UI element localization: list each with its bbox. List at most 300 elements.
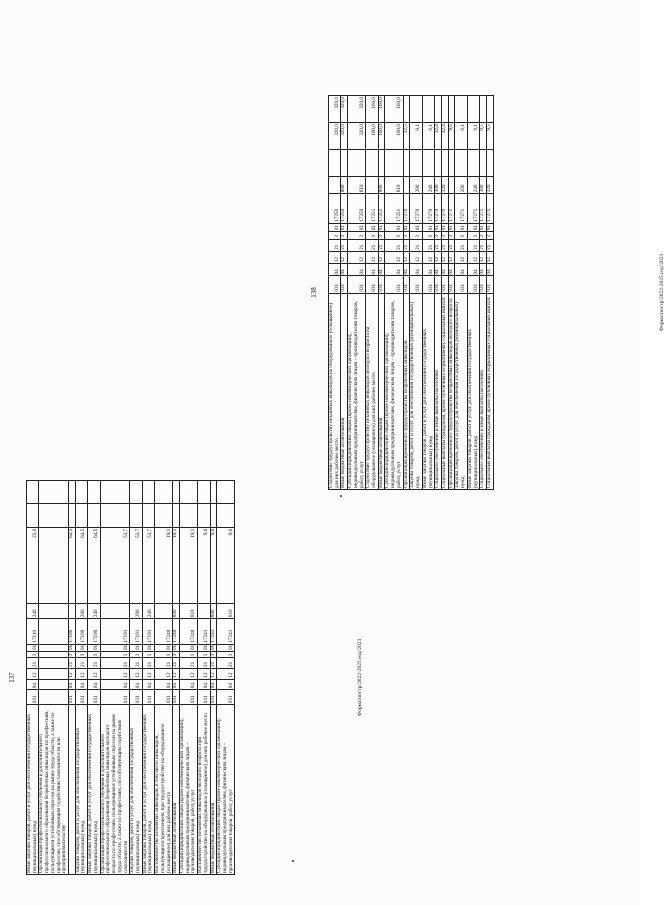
code-cell: 3 [198, 652, 210, 658]
code-cell: 12 [441, 251, 448, 263]
value-cell [69, 504, 76, 527]
value-cell [69, 481, 76, 504]
code-cell: 12 [88, 669, 100, 680]
code-cell [69, 604, 76, 619]
value-cell: 160,0 [366, 123, 378, 150]
code-cell: 12 [173, 669, 180, 680]
value-cell [410, 150, 422, 177]
code-cell: 01 [130, 644, 142, 651]
code-cell: 12 [435, 251, 442, 263]
code-cell: 01 [172, 644, 179, 651]
code-cell: 320 [486, 177, 493, 194]
code-cell: 01 [88, 644, 100, 651]
code-cell: 04 [385, 264, 403, 276]
scan-speck [292, 860, 294, 862]
code-cell: 17240 [173, 619, 180, 644]
code-cell: 810 [385, 177, 403, 194]
value-cell: 9,6 [448, 123, 455, 150]
code-cell: 3 [179, 652, 197, 658]
value-cell: 320,0 [341, 96, 348, 123]
row-name: Организация временного трудоустройства безработных инвалидов молодого возраста [448, 293, 455, 489]
table-row [198, 481, 210, 875]
code-cell: 01 [348, 223, 366, 232]
code-cell: 3 [217, 652, 235, 658]
code-cell: 04 [480, 264, 487, 276]
code-cell: 04 [100, 679, 130, 690]
value-cell [486, 96, 493, 123]
value-cell: 160,0 [385, 96, 403, 123]
code-cell: 3 [410, 232, 422, 239]
code-cell: 01 [340, 225, 347, 231]
code-cell: 200 [410, 177, 422, 194]
code-cell: 04 [179, 679, 197, 690]
code-cell: 12 [403, 251, 410, 263]
value-cell [173, 481, 180, 504]
row-name: Социальные выплаты гражданам, кроме публичных нормативных социальных выплат [441, 293, 448, 489]
budget-table [328, 95, 494, 490]
code-cell: 240 [27, 604, 39, 619]
value-cell: 64,5 [69, 527, 76, 603]
code-cell: 01 [68, 644, 75, 651]
code-cell: 21 [385, 239, 403, 251]
value-cell: 0,1 [422, 123, 434, 150]
code-cell [39, 690, 69, 705]
value-cell [130, 481, 142, 504]
code-cell: 12 [27, 669, 39, 680]
code-cell: 12 [448, 251, 455, 263]
code-cell: 01 [422, 223, 434, 232]
value-cell: 160,0 [378, 123, 385, 150]
code-cell: 17190 [75, 619, 87, 644]
value-cell [75, 481, 87, 504]
code-cell: 21 [341, 239, 348, 251]
table-row [179, 481, 197, 875]
code-cell: 21 [88, 658, 100, 669]
code-cell: 01 [402, 225, 409, 231]
code-cell: 800 [210, 604, 217, 619]
code-cell: 17271 [486, 194, 493, 223]
row-name: Закупка товаров, работ и услуг для обеспечения государственных (муниципальных) нужд [130, 705, 142, 875]
code-cell: 21 [378, 239, 385, 251]
code-cell: 04 [75, 679, 87, 690]
value-cell [467, 96, 479, 123]
code-cell: 21 [366, 239, 378, 251]
value-cell [130, 504, 142, 527]
code-cell: 240 [467, 177, 479, 194]
code-cell: 04 [130, 679, 142, 690]
code-cell: 17191 [142, 619, 154, 644]
value-cell [155, 504, 173, 527]
code-cell: 04 [173, 679, 180, 690]
value-cell: 320,0 [348, 123, 366, 150]
code-cell: 21 [210, 658, 217, 669]
code-cell: 3 [486, 232, 493, 239]
code-cell: 12 [75, 669, 87, 680]
budget-table [26, 480, 235, 875]
row-name: Закупка товаров, работ и услуг для обеспечения государственных (муниципальных) нужд [455, 293, 467, 489]
table-body [329, 96, 494, 490]
code-cell: 17191 [100, 619, 130, 644]
code-cell: 031 [173, 690, 180, 705]
code-cell: 031 [100, 690, 130, 705]
code-cell: 04 [366, 264, 378, 276]
code-cell: 3 [448, 232, 455, 239]
code-cell: 17190 [69, 619, 76, 644]
page-137 [8, 480, 363, 875]
code-cell: 031 [75, 690, 87, 705]
code-cell: 01 [329, 223, 341, 232]
code-cell: 21 [75, 658, 87, 669]
value-cell [385, 150, 403, 177]
code-cell: 320 [441, 177, 448, 194]
code-cell: 031 [69, 690, 76, 705]
value-cell [155, 481, 173, 504]
value-cell: 64,5 [75, 527, 87, 603]
code-cell: 17270 [410, 194, 422, 223]
code-cell: 21 [130, 658, 142, 669]
code-cell: 04 [455, 264, 467, 276]
row-name: Наставничество незанятых инвалидов, в том числе инвалидов, пользующихся креплением, при трудоустройстве на оборудованное (оснащенное) для них рабочее место [155, 705, 173, 875]
code-cell: 031 [385, 276, 403, 293]
code-cell: 04 [142, 679, 154, 690]
code-cell: 200 [455, 177, 467, 194]
value-cell [179, 504, 197, 527]
table-row [142, 481, 154, 875]
value-cell: 0,1 [455, 123, 467, 150]
code-cell: 800 [378, 177, 385, 194]
value-cell: 32,4 [441, 123, 448, 150]
code-cell: 031 [467, 276, 479, 293]
code-cell: 240 [422, 177, 434, 194]
row-name: Закупка товаров, работ и услуг для обеспечения государственных (муниципальных) нужд [410, 293, 422, 489]
code-cell: 01 [209, 644, 216, 651]
code-cell: 21 [448, 239, 455, 251]
code-cell: 21 [217, 658, 235, 669]
code-cell: 17251 [366, 194, 378, 223]
value-cell [88, 504, 100, 527]
table-row [410, 96, 422, 490]
row-name: Содействие трудоустройству незанятых инвалидов молодого возраста на оборудованное (оснащенное) для них рабочее место [366, 293, 378, 489]
code-cell: 01 [440, 225, 447, 231]
value-cell [448, 96, 455, 123]
code-cell: 3 [435, 232, 442, 239]
code-cell: 12 [455, 251, 467, 263]
value-cell [486, 150, 493, 177]
value-cell [210, 504, 217, 527]
row-name: Социальные выплаты гражданам, кроме публичных нормативных социальных выплат [486, 293, 493, 489]
row-name: Закупка товаров, работ и услуг для обеспечения государственных (муниципальных) нужд [75, 705, 87, 875]
code-cell [366, 177, 378, 194]
code-cell: 01 [434, 225, 441, 231]
code-cell: 17271 [455, 194, 467, 223]
code-cell: 12 [130, 669, 142, 680]
code-cell: 12 [467, 251, 479, 263]
row-name: Субсидии юридическим лицам (кроме некоммерческих организаций), индивидуальным предпринимателям, физическим лицам – производителям товаров, работ, услуг [385, 293, 403, 489]
table-row [422, 96, 434, 490]
code-cell: 12 [366, 251, 378, 263]
code-cell [39, 644, 69, 651]
value-cell [39, 527, 69, 603]
code-cell: 04 [448, 264, 455, 276]
code-cell: 3 [27, 652, 39, 658]
code-cell: 810 [217, 604, 235, 619]
page-footer: Форма/постр/2022-2025 год/2023 [659, 253, 665, 332]
code-cell: 031 [348, 276, 366, 293]
value-cell [142, 481, 154, 504]
code-cell: 031 [179, 690, 197, 705]
table-row [39, 481, 69, 875]
code-cell: 21 [467, 239, 479, 251]
value-cell: 19,1 [179, 527, 197, 603]
code-cell: 21 [435, 239, 442, 251]
row-name: Социальное обеспечение и иные выплаты населению [480, 293, 487, 489]
code-cell: 300 [435, 177, 442, 194]
code-cell: 3 [422, 232, 434, 239]
row-name: Субсидии юридическим лицам (кроме некоммерческих организаций), индивидуальным предпринимателям, физическим лицам – производителям товаров, работ, услуг [348, 293, 366, 489]
row-name: Иные бюджетные ассигнования [341, 293, 348, 489]
code-cell: 01 [155, 644, 173, 651]
code-cell: 04 [348, 264, 366, 276]
code-cell: 3 [155, 652, 173, 658]
code-cell: 01 [485, 225, 492, 231]
code-cell: 01 [179, 644, 197, 651]
value-cell [366, 150, 378, 177]
code-cell: 3 [173, 652, 180, 658]
code-cell: 12 [486, 251, 493, 263]
value-cell: 53,7 [130, 527, 142, 603]
code-cell: 21 [100, 658, 130, 669]
code-cell: 04 [410, 264, 422, 276]
code-cell: 3 [142, 652, 154, 658]
code-cell: 12 [329, 251, 341, 263]
code-cell: 031 [341, 276, 348, 293]
code-cell: 031 [142, 690, 154, 705]
code-cell: 01 [366, 223, 378, 232]
code-cell: 800 [341, 177, 348, 194]
value-cell [410, 96, 422, 123]
code-cell: 800 [173, 604, 180, 619]
code-cell: 031 [27, 690, 39, 705]
code-cell: 12 [348, 251, 366, 263]
row-name: Организация профессионального обучения и дополнительного профессионального образования безработных инвалидов молодого возраста по профессиям, пользующимся устойчивым спросом на рынке труда области, а также по профессиям, способствующим содействию самозанятости [100, 705, 130, 875]
code-cell: 200 [75, 604, 87, 619]
table-row [385, 96, 403, 490]
value-cell: 9,5 [480, 123, 487, 150]
code-cell: 21 [155, 658, 173, 669]
row-name: Иные бюджетные ассигнования [378, 293, 385, 489]
table-row [455, 96, 467, 490]
value-cell [198, 481, 210, 504]
code-cell [39, 669, 69, 680]
value-cell [210, 481, 217, 504]
code-cell: 17240 [179, 619, 197, 644]
code-cell: 12 [100, 669, 130, 680]
code-cell: 21 [348, 239, 366, 251]
code-cell: 031 [410, 276, 422, 293]
code-cell: 3 [75, 652, 87, 658]
value-cell [27, 481, 39, 504]
value-cell: 25,0 [27, 527, 39, 603]
code-cell: 12 [410, 251, 422, 263]
row-name: Иные закупки товаров, работ и услуг для обеспечения государственных (муниципальных) нужд [467, 293, 479, 489]
code-cell: 3 [378, 232, 385, 239]
value-cell: 53,7 [100, 527, 130, 603]
code-cell: 031 [198, 690, 210, 705]
code-cell: 21 [441, 239, 448, 251]
value-cell [217, 481, 235, 504]
table-body [27, 481, 235, 875]
code-cell: 17270 [422, 194, 434, 223]
code-cell: 17190 [88, 619, 100, 644]
code-cell: 17250 [341, 194, 348, 223]
code-cell: 031 [441, 276, 448, 293]
table-row [217, 481, 235, 875]
code-cell [39, 652, 69, 658]
value-cell [403, 96, 410, 123]
code-cell: 04 [441, 264, 448, 276]
code-cell: 21 [198, 658, 210, 669]
code-cell: 031 [329, 276, 341, 293]
code-cell: 3 [210, 652, 217, 658]
row-name: Субсидии юридическим лицам (кроме некоммерческих организаций), индивидуальным предпринимателям, физическим лицам – производителям товаров, работ, услуг [217, 705, 235, 875]
value-cell [329, 150, 341, 177]
code-cell: 810 [348, 177, 366, 194]
code-cell: 12 [480, 251, 487, 263]
code-cell: 031 [448, 276, 455, 293]
code-cell: 21 [27, 658, 39, 669]
code-cell: 12 [142, 669, 154, 680]
code-cell: 12 [155, 669, 173, 680]
row-name: Иные закупки товаров, работ и услуг для обеспечения государственных (муниципальных) нужд [422, 293, 434, 489]
code-cell: 12 [385, 251, 403, 263]
code-cell: 12 [198, 669, 210, 680]
code-cell: 01 [142, 644, 154, 651]
row-name: Субсидии юридическим лицам (кроме некоммерческих организаций), индивидуальным предпринимателям, физическим лицам – производителям товаров, работ, услуг [179, 705, 197, 875]
value-cell: 9,6 [217, 527, 235, 603]
code-cell: 21 [173, 658, 180, 669]
code-cell: 01 [385, 223, 403, 232]
code-cell: 17271 [467, 194, 479, 223]
code-cell: 3 [455, 232, 467, 239]
value-cell [142, 504, 154, 527]
code-cell: 031 [378, 276, 385, 293]
code-cell: 031 [366, 276, 378, 293]
code-cell: 3 [348, 232, 366, 239]
code-cell: 17191 [130, 619, 142, 644]
value-cell: 53,7 [142, 527, 154, 603]
code-cell: 031 [455, 276, 467, 293]
table-row [130, 481, 142, 875]
code-cell: 04 [467, 264, 479, 276]
value-cell: 320,0 [329, 96, 341, 123]
value-cell [435, 150, 442, 177]
code-cell [100, 604, 130, 619]
code-cell: 01 [410, 223, 422, 232]
code-cell: 04 [341, 264, 348, 276]
page-138 [310, 95, 665, 490]
row-name: Иные закупки товаров, работ и услуг для обеспечения государственных (муниципальных) нужд [88, 705, 100, 875]
code-cell: 17270 [435, 194, 442, 223]
value-cell [173, 504, 180, 527]
code-cell: 01 [198, 644, 210, 651]
code-cell: 031 [210, 690, 217, 705]
value-cell [422, 96, 434, 123]
table-row [88, 481, 100, 875]
code-cell [329, 177, 341, 194]
code-cell: 031 [155, 690, 173, 705]
value-cell [198, 504, 210, 527]
code-cell: 01 [100, 644, 130, 651]
code-cell: 21 [480, 239, 487, 251]
code-cell: 04 [210, 679, 217, 690]
value-cell: 0,1 [467, 123, 479, 150]
value-cell [39, 481, 69, 504]
page-footer: Форма/постр/2022-2025 год/2023 [357, 638, 363, 717]
code-cell: 21 [142, 658, 154, 669]
code-cell [39, 679, 69, 690]
code-cell: 17271 [480, 194, 487, 223]
value-cell: 32,5 [403, 123, 410, 150]
value-cell [100, 481, 130, 504]
table-row [155, 481, 173, 875]
code-cell: 3 [69, 652, 76, 658]
code-cell: 17271 [448, 194, 455, 223]
code-cell: 04 [403, 264, 410, 276]
code-cell: 01 [467, 223, 479, 232]
code-cell: 17270 [403, 194, 410, 223]
row-name: Социальное обеспечение и иные выплаты населению [435, 293, 442, 489]
code-cell: 810 [179, 604, 197, 619]
code-cell: 04 [435, 264, 442, 276]
code-cell: 01 [377, 225, 384, 231]
code-cell: 04 [198, 679, 210, 690]
code-cell: 21 [486, 239, 493, 251]
value-cell: 320,0 [341, 123, 348, 150]
code-cell: 031 [130, 690, 142, 705]
value-cell: 320,0 [329, 123, 341, 150]
code-cell: 17241 [217, 619, 235, 644]
code-cell: 3 [329, 232, 341, 239]
code-cell [39, 619, 69, 644]
value-cell: 32,4 [435, 123, 442, 150]
code-cell: 3 [100, 652, 130, 658]
value-cell: 9,6 [210, 527, 217, 603]
value-cell: 160,0 [378, 96, 385, 123]
table-row [486, 96, 493, 490]
value-cell [348, 150, 366, 177]
value-cell [448, 150, 455, 177]
table-row [100, 481, 130, 875]
page-number: 137 [8, 672, 16, 683]
code-cell: 01 [75, 644, 87, 651]
value-cell [467, 150, 479, 177]
code-cell [155, 604, 173, 619]
code-cell: 240 [88, 604, 100, 619]
code-cell: 17240 [155, 619, 173, 644]
scan-speck [340, 495, 342, 497]
value-cell [480, 150, 487, 177]
table-row [75, 481, 87, 875]
value-cell [341, 150, 348, 177]
code-cell: 21 [422, 239, 434, 251]
code-cell: 21 [179, 658, 197, 669]
code-cell: 12 [341, 251, 348, 263]
code-cell: 17241 [210, 619, 217, 644]
code-cell: 3 [441, 232, 448, 239]
code-cell: 17110 [27, 619, 39, 644]
row-name: Организация временного трудоустройства безработных инвалидов [403, 293, 410, 489]
code-cell: 17250 [348, 194, 366, 223]
